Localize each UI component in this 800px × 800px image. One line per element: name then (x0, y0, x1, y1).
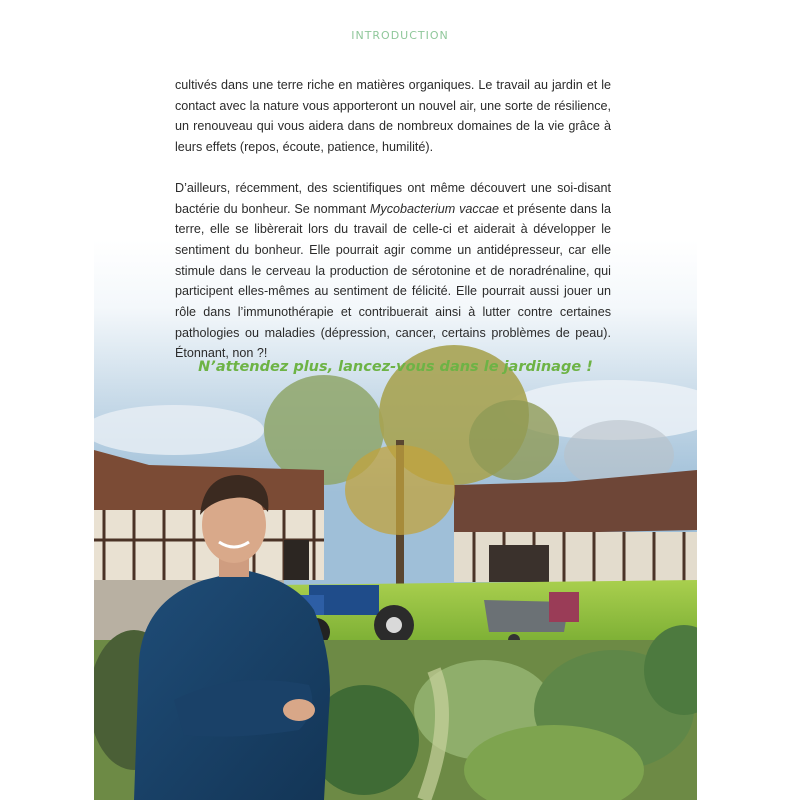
half-timbered-farmhouse-icon (454, 470, 697, 582)
paragraph-1: cultivés dans une terre riche en matières organiques. Le travail au jardin et le contact avec la nature vous apporteront un nouvel air, une sorte de résilience, un renouveau qui vous aidera dans de nombreux domaines de la vie grâce à leurs effets (repos, écoute, patience, humilité). (175, 78, 611, 155)
paragraph-2-start: D’ailleurs, récemment, des scientifiques ont même découvert une soi-disant bactérie du bonheur. Se nommant (175, 180, 611, 216)
bacterium-name: Mycobacterium vaccae (369, 201, 500, 216)
paragraph-2-end: et présente dans la terre, elle se libèrerait lors du travail de celle-ci et aiderait à développer le sentiment du bonheur. Elle pourrait agir comme un antidépresseur, car elle stimule dans le cerveau la production de sérotonine et de noradrénaline, qui participent elles-mêmes au sentiment de félicité. Elle pourrait aussi jouer un rôle dans l’immunothérapie et contribuerait ainsi à lutter contre certaines pathologies ou maladies (dépression, cancer, certains problèmes de peau). Étonnant, non ?! (175, 201, 611, 361)
running-header: INTRODUCTION (351, 29, 449, 42)
tagline: N’attendez plus, lancez-vous dans le jardinage ! (198, 359, 593, 375)
body-text (175, 75, 611, 364)
paragraph-2 (175, 178, 611, 364)
